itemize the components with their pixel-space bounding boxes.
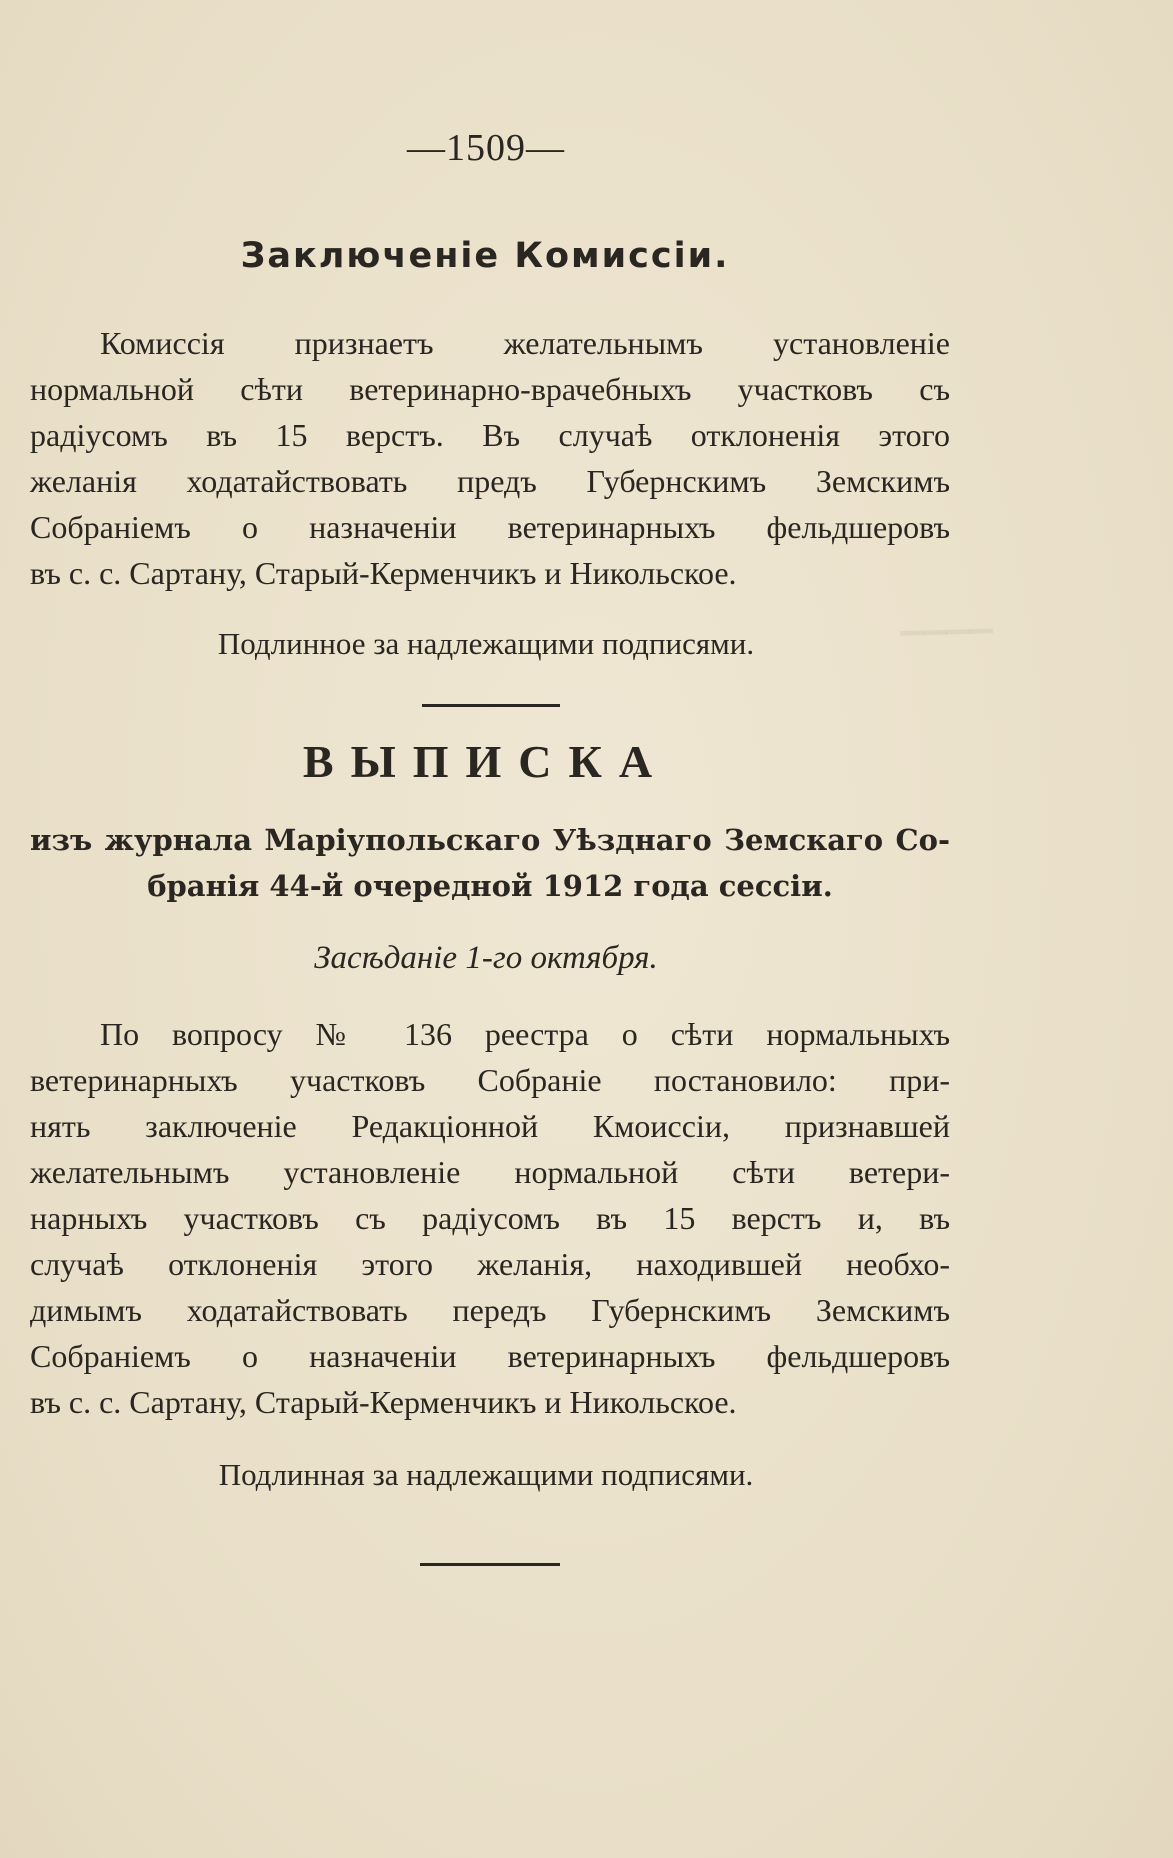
extract-signature: Подлинная за надлежащими подписями.	[218, 1457, 754, 1492]
conclusion-heading: Заключеніе Комиссіи.	[240, 236, 730, 276]
conclusion-signature: Подлинное за надлежащими подписями.	[217, 626, 755, 661]
extract-line: димымъ ходатайствовать передъ Губернскимъ Земскимъ	[30, 1292, 950, 1328]
extract-subtitle-line: изъ журнала Маріупольскаго Уѣзднаго Земскаго Со-	[30, 823, 950, 857]
extract-line: нарныхъ участковъ съ радіусомъ въ 15 верстъ и, въ	[30, 1200, 950, 1236]
extract-line: случаѣ отклоненія этого желанія, находившей необхо-	[30, 1246, 950, 1282]
extract-line: Собраніемъ о назначеніи ветеринарныхъ фельдшеровъ	[30, 1338, 950, 1374]
conclusion-line: желанія ходатайствовать предъ Губернскимъ Земскимъ	[30, 463, 950, 499]
extract-line: По вопросу № 136 реестра о сѣти нормальныхъ	[100, 1016, 950, 1052]
extract-title: ВЫПИСКА	[302, 736, 670, 787]
conclusion-line: Комиссія признаетъ желательнымъ установленіе	[100, 325, 950, 361]
show-through-texture: ▁▁▁▁	[899, 599, 993, 636]
extract-line: нять заключеніе Редакціонной Кмоиссіи, признавшей	[30, 1108, 950, 1144]
conclusion-line: нормальной сѣти ветеринарно-врачебныхъ участковъ съ	[30, 371, 950, 407]
extract-line: желательнымъ установленіе нормальной сѣти ветери-	[30, 1154, 950, 1190]
session-date: Засѣданіе 1-го октября.	[314, 940, 658, 976]
divider-bottom	[420, 1563, 560, 1566]
conclusion-line: Собраніемъ о назначеніи ветеринарныхъ фельдшеровъ	[30, 509, 950, 545]
divider-top	[422, 704, 560, 707]
conclusion-line: радіусомъ въ 15 верстъ. Въ случаѣ отклоненія этого	[30, 417, 950, 453]
extract-line: ветеринарныхъ участковъ Собраніе постановило: при-	[30, 1062, 950, 1098]
extract-line: въ с. с. Сартану, Старый-Керменчикъ и Никольское.	[30, 1384, 737, 1420]
conclusion-line: въ с. с. Сартану, Старый-Керменчикъ и Никольское.	[30, 555, 737, 591]
page-number: —1509—	[407, 127, 565, 169]
extract-subtitle-line: бранія 44-й очередной 1912 года сессіи.	[147, 869, 833, 903]
